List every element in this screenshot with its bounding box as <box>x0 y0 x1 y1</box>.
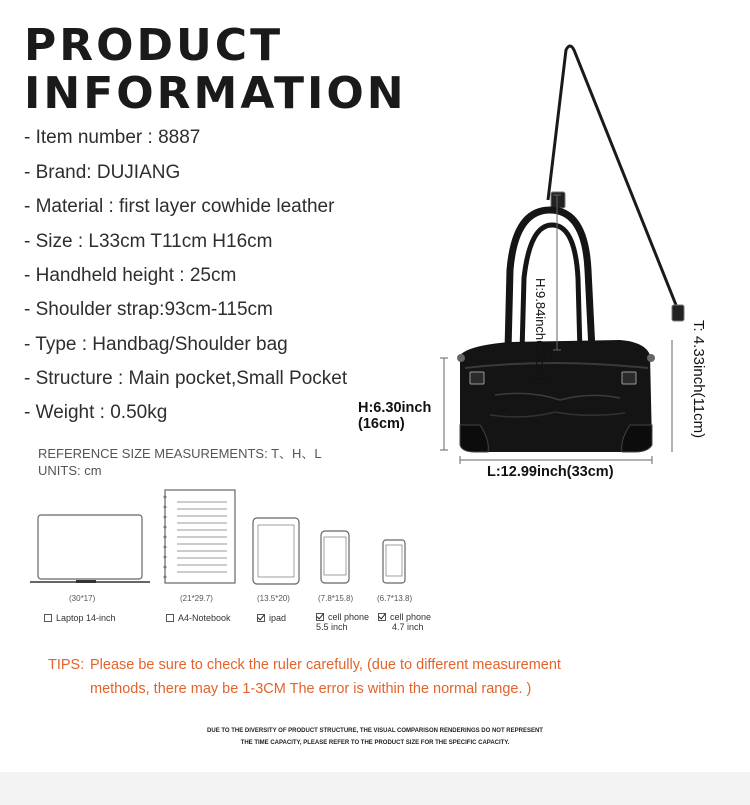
phone-small-size: 4.7 inch <box>392 622 424 632</box>
title-line-1: PRODUCT <box>24 20 284 71</box>
device-comparison-icons <box>30 485 450 590</box>
bottom-band <box>0 772 750 805</box>
notebook-icon <box>164 490 236 583</box>
tips-label: TIPS: <box>48 657 85 673</box>
reference-heading: REFERENCE SIZE MEASUREMENTS: T、H、L <box>38 446 322 461</box>
checked-checkbox-icon <box>257 614 265 622</box>
tablet-option <box>257 613 286 623</box>
phone-large-size: 5.5 inch <box>316 622 348 632</box>
phone-icon-small <box>383 540 405 583</box>
spec-brand: - Brand: DUJIANG <box>24 162 181 183</box>
thickness-label: T: 4.33inch(11cm) <box>690 320 707 439</box>
phone-large-option <box>316 612 369 632</box>
spec-structure: - Structure : Main pocket,Small Pocket <box>24 368 348 389</box>
laptop-caption: (30*17) <box>69 594 96 603</box>
phone-small-label: cell phone <box>390 612 432 622</box>
laptop-icon <box>30 515 150 583</box>
reference-units: UNITS: cm <box>38 463 102 478</box>
checkbox-icon <box>166 614 174 622</box>
spec-handheld-height: - Handheld height : 25cm <box>24 265 237 286</box>
notebook-label: A4-Notebook <box>178 613 231 623</box>
phone-small-option <box>378 612 431 632</box>
length-label: L:12.99inch(33cm) <box>487 464 614 480</box>
spec-item-number: - Item number : 8887 <box>24 127 201 148</box>
height-label <box>358 400 431 432</box>
tablet-label: ipad <box>269 613 287 623</box>
title-line-2: INFORMATION <box>24 68 407 119</box>
height-label-line-1: H:6.30inch <box>358 400 432 416</box>
tips-line-2: methods, there may be 1-3CM The error is within the normal range. ) <box>90 681 532 697</box>
phone-large-label: cell phone <box>328 612 370 622</box>
laptop-option <box>44 613 116 623</box>
notebook-caption: (21*29.7) <box>180 594 213 603</box>
notebook-option <box>166 613 231 623</box>
checkbox-icon <box>44 614 52 622</box>
phone-icon-large <box>321 531 349 583</box>
handle-height-label: H:9.84inch(25cm) <box>533 278 548 381</box>
tablet-icon <box>253 518 299 584</box>
phone-small-caption: (6.7*13.8) <box>377 594 413 603</box>
disclaimer-line-1: DUE TO THE DIVERSITY OF PRODUCT STRUCTURE, THE VISUAL COMPARISON RENDERINGS DO NOT REPRESENT <box>207 728 543 734</box>
laptop-label: Laptop 14-inch <box>56 613 116 623</box>
spec-shoulder-strap: - Shoulder strap:93cm-115cm <box>24 299 273 320</box>
height-label-line-2: (16cm) <box>358 416 405 432</box>
phone-large-caption: (7.8*15.8) <box>318 594 354 603</box>
disclaimer-line-2: THE TIME CAPACITY, PLEASE REFER TO THE PRODUCT SIZE FOR THE SPECIFIC CAPACITY. <box>240 740 510 746</box>
checked-checkbox-icon <box>378 613 386 621</box>
tablet-caption: (13.5*20) <box>257 594 290 603</box>
spec-material: - Material : first layer cowhide leather <box>24 196 335 217</box>
checked-checkbox-icon <box>316 613 324 621</box>
spec-size: - Size : L33cm T11cm H16cm <box>24 231 273 252</box>
spec-type: - Type : Handbag/Shoulder bag <box>24 334 288 355</box>
spec-weight: - Weight : 0.50kg <box>24 402 168 423</box>
tips-line-1: Please be sure to check the ruler carefully, (due to different measurement <box>90 657 561 673</box>
